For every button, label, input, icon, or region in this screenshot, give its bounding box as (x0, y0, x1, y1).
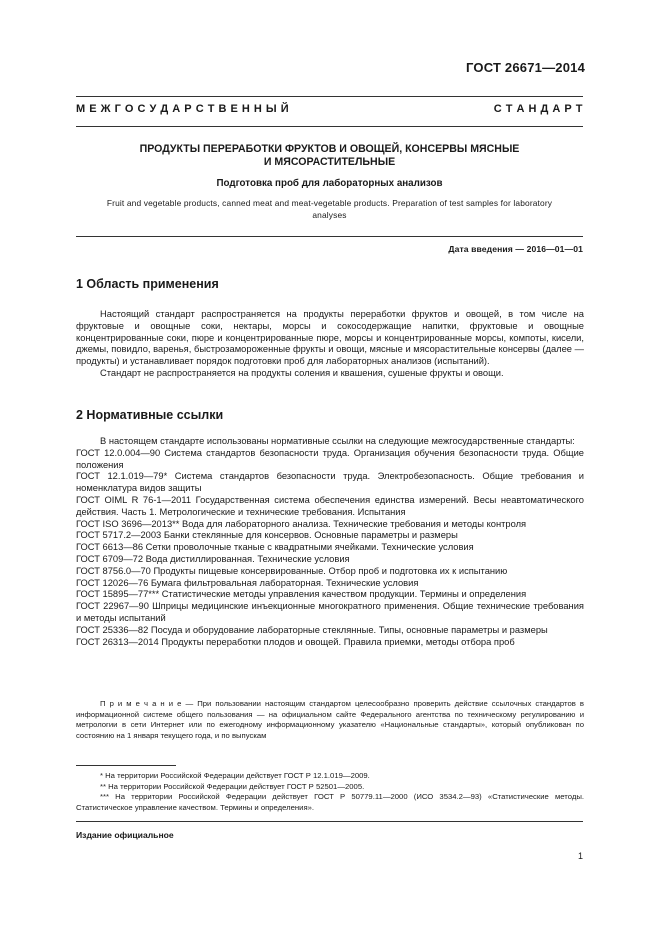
normative-references (76, 436, 584, 648)
reference-item: ГОСТ 26313—2014 Продукты переработки плодов и овощей. Правила приемки, методы отбора проб (76, 636, 515, 647)
reference-item: ГОСТ 5717.2—2003 Банки стеклянные для консервов. Основные параметры и размеры (76, 530, 458, 541)
document-code: ГОСТ 26671—2014 (466, 60, 585, 75)
reference-item: ГОСТ OIML R 76-1—2011 Государственная система обеспечения единства измерений. Весы неавтоматического действия. Часть 1. Метрологические и технические требования. Испытания (76, 494, 584, 517)
interstate-left: М Е Ж Г О С У Д А Р С Т В Е Н Н Ы Й (76, 103, 290, 115)
note-text: — При пользовании настоящим стандартом целесообразно проверить действие ссылочных стандартов в информационной системе общего пользования — на официальном сайте Федерального агентства по техническому регулированию и метрологии в сети Интернет или по ежегодному информационному указателю «Национальные стандарты», который опубликован по состоянию на 1 января текущего года, и по выпускам (76, 699, 584, 740)
reference-item: ГОСТ 6709—72 Вода дистиллированная. Технические условия (76, 553, 350, 564)
title-rule (76, 236, 583, 237)
footnote-3: *** На территории Российской Федерации действует ГОСТ Р 50779.11—2000 (ИСО 3534.2—93) «Статистические методы. Статистическое управление качеством. Термины и определения». (76, 792, 584, 812)
header-rule-top (76, 96, 583, 97)
interstate-right: С Т А Н Д А Р Т (493, 103, 583, 115)
section-2-heading: 2 Нормативные ссылки (76, 408, 224, 422)
note-label: П р и м е ч а н и е (100, 699, 182, 708)
english-title (96, 197, 563, 221)
reference-item: ГОСТ 12026—76 Бумага фильтровальная лабораторная. Технические условия (76, 577, 419, 588)
reference-item: ГОСТ 22967—90 Шприцы медицинские инъекционные многократного применения. Общие технические требования и методы испытаний (76, 601, 584, 623)
reference-item: ГОСТ 12.1.019—79* Система стандартов безопасности труда. Электробезопасность. Общие требования и номенклатура видов защиты (76, 471, 584, 494)
section-1-paragraph-1: Настоящий стандарт распространяется на продукты переработки фруктов и овощей, в том числе на фруктовые и овощные соки, нектары, морсы и сокосодержащие напитки, фруктовые и овощные концентрированные соки, пюре и концентрированные пюре, морсы и концентрированные морсы, компоты, кисели, джемы, повидло, варенья, быстрозамороженные фрукты и овощи, мясные и мясорастительные консервы (далее — продукты) и устанавливает порядок подготовки проб для лабораторных анализов (испытаний). (76, 309, 584, 367)
references-intro: В настоящем стандарте использованы нормативные ссылки на следующие межгосударственные стандарты: (100, 436, 575, 446)
header-rule-bottom (76, 126, 583, 127)
footnotes (76, 771, 584, 813)
note-block (76, 699, 584, 741)
introduction-date: Дата введения — 2016—01—01 (448, 244, 583, 254)
footnote-2: ** На территории Российской Федерации действует ГОСТ Р 52501—2005. (100, 781, 365, 791)
interstate-standard-title (76, 103, 583, 115)
page-number: 1 (577, 851, 583, 861)
section-1-body (76, 309, 584, 380)
title-line-1: ПРОДУКТЫ ПЕРЕРАБОТКИ ФРУКТОВ И ОВОЩЕЙ, КОНСЕРВЫ МЯСНЫЕ (139, 143, 520, 155)
reference-item: ГОСТ 6613—86 Сетки проволочные тканые с квадратными ячейками. Технические условия (76, 542, 474, 553)
official-edition-label: Издание официальное (76, 830, 174, 840)
section-1-paragraph-2: Стандарт не распространяется на продукты соления и квашения, сушеные фрукты и овощи. (100, 367, 504, 378)
reference-item: ГОСТ ISO 3696—2013** Вода для лабораторного анализа. Технические требования и методы контроля (76, 518, 527, 529)
edition-rule (76, 821, 583, 822)
reference-item: ГОСТ 12.0.004—90 Система стандартов безопасности труда. Организация обучения безопасности труда. Общие положения (76, 447, 584, 470)
title-line-2: И МЯСОРАСТИТЕЛЬНЫЕ (263, 156, 396, 168)
footnote-separator (76, 765, 176, 766)
document-title (76, 143, 583, 169)
footnote-1: * На территории Российской Федерации действует ГОСТ Р 12.1.019—2009. (100, 771, 370, 780)
reference-item: ГОСТ 15895—77*** Статистические методы управления качеством продукции. Термины и определения (76, 589, 527, 600)
english-title-line-1: Fruit and vegetable products, canned meat and meat-vegetable products. Preparation of test samples for laboratory (106, 198, 553, 208)
reference-item: ГОСТ 8756.0—70 Продукты пищевые консервированные. Отбор проб и подготовка их к испытанию (76, 565, 508, 576)
reference-item: ГОСТ 25336—82 Посуда и оборудование лабораторные стеклянные. Типы, основные параметры и размеры (76, 624, 548, 635)
document-subtitle: Подготовка проб для лабораторных анализов (216, 178, 443, 189)
section-1-heading: 1 Область применения (76, 277, 219, 291)
english-title-line-2: analyses (312, 210, 347, 220)
